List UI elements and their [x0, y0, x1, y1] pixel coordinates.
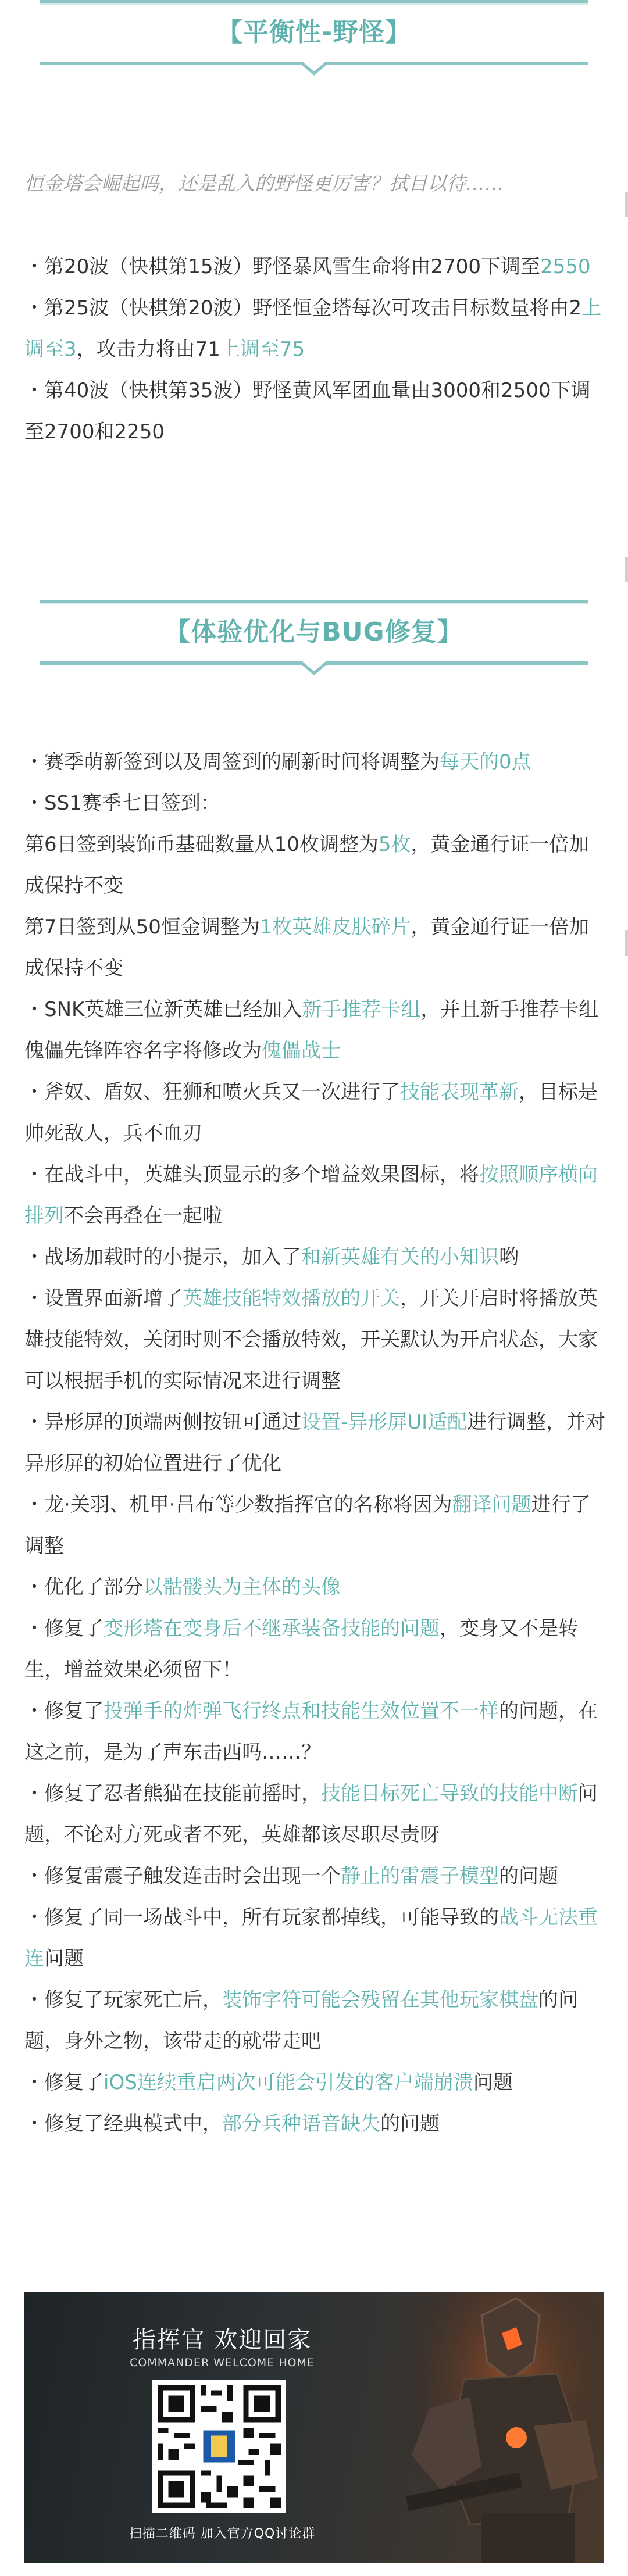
item-text: ・第25波（快棋第20波）野怪恒金塔每次可攻击目标数量将由2: [24, 296, 582, 320]
item-text: ，变身又不是转生，增益效果必须留下！: [24, 1617, 578, 1681]
highlight-text: 每天的0点: [440, 750, 531, 774]
header-bottom-bar: [40, 62, 588, 79]
highlight-text: 上调至75: [220, 338, 305, 361]
highlight-text: 和新英雄有关的小知识: [301, 1246, 499, 1269]
item-text: 进行了调整: [24, 1493, 591, 1558]
item-text: ・修复了: [24, 1700, 104, 1723]
list-item: [24, 1691, 606, 1773]
item-text: ・战场加载时的小提示，加入了: [24, 1246, 301, 1269]
highlight-text: 上调至3: [24, 296, 602, 361]
item-text: 哟: [499, 1246, 519, 1269]
item-text: ・修复了经典模式中，: [24, 2112, 222, 2135]
header-bottom-bar: [40, 661, 588, 679]
list-item: [24, 907, 606, 989]
highlight-text: 部分兵种语音缺失: [222, 2112, 380, 2135]
item-text: ・设置界面新增了: [24, 1287, 183, 1310]
list-item: [24, 1567, 606, 1608]
list-item: [24, 1278, 606, 1402]
qr-code-image[interactable]: [152, 2380, 286, 2513]
section-header-optimize: [40, 600, 588, 679]
item-text: ・第20波（快棋第15波）野怪暴风雪生命将由2700下调至: [24, 255, 541, 278]
intro-text: 恒金塔会崛起吗，还是乱入的野怪更厉害？拭目以待……: [24, 172, 504, 195]
list-item: [24, 1237, 606, 1278]
wild-balance-list: [24, 246, 606, 453]
item-text: ・SNK英雄三位新英雄已经加入: [24, 998, 302, 1021]
highlight-text: 2550: [540, 255, 591, 278]
list-item: [24, 1402, 606, 1484]
section-title-optimize: 【体验优化与BUG修复】: [165, 617, 463, 647]
highlight-text: 1枚英雄皮肤碎片: [259, 915, 411, 939]
list-item: [24, 1856, 606, 1897]
list-item: [24, 2103, 606, 2145]
item-text: ・优化了部分: [24, 1576, 143, 1599]
item-text: 的问题，身外之物，该带走的就带走吧: [24, 1988, 578, 2053]
item-text: 问题: [473, 2071, 513, 2094]
item-text: ，并且新手推荐卡组傀儡先锋阵容名字将修改为: [24, 998, 599, 1062]
list-item: [24, 246, 606, 288]
list-item: [24, 742, 606, 783]
highlight-text: 按照顺序横向排列: [24, 1163, 598, 1228]
list-item: [24, 824, 606, 907]
item-text: 的问题: [380, 2112, 440, 2135]
item-text: ・修复雷震子触发连击时会出现一个: [24, 1865, 341, 1888]
item-text: ・斧奴、盾奴、狂狮和喷火兵又一次进行了: [24, 1081, 400, 1104]
welcome-banner: [24, 2292, 604, 2563]
highlight-text: 战斗无法重连: [24, 1906, 598, 1970]
list-item: [24, 1608, 606, 1691]
highlight-text: 装饰字符可能会残留在其他玩家棋盘: [222, 1988, 538, 2012]
item-text: 第7日签到从50恒金调整为: [24, 915, 260, 939]
scroll-indicator: [625, 930, 628, 956]
item-text: ・修复了: [24, 1617, 104, 1640]
list-item: [24, 783, 606, 824]
item-text: ，开关开启时将播放英雄技能特效，关闭时则不会播放特效，开关默认为开启状态，大家可以根据手机的实际情况来进行调整: [24, 1287, 598, 1393]
item-text: ，黄金通行证一倍加成保持不变: [24, 833, 589, 897]
item-text: 进行调整，并对异形屏的初始位置进行了优化: [24, 1411, 606, 1475]
item-text: 问题，不论对方死或者不死，英雄都该尽职尽责呀: [24, 1782, 598, 1847]
list-item: [24, 1773, 606, 1856]
banner-title: 指挥官 欢迎回家: [132, 2327, 312, 2353]
section-title-wild: 【平衡性-野怪】: [216, 17, 412, 47]
optimization-list: [24, 742, 606, 2145]
item-text: ・赛季萌新签到以及周签到的刷新时间将调整为: [24, 750, 440, 774]
highlight-text: 以骷髅头为主体的头像: [143, 1576, 341, 1599]
highlight-text: 变形塔在变身后不继承装备技能的问题: [104, 1617, 440, 1640]
header-top-bar: [40, 0, 588, 3]
list-item: [24, 1980, 606, 2062]
list-item: [24, 370, 606, 453]
item-text: ・异形屏的顶端两侧按钮可通过: [24, 1411, 301, 1434]
qr-caption: 扫描二维码 加入官方QQ讨论群: [129, 2527, 316, 2541]
item-text: ・修复了忍者熊猫在技能前摇时，: [24, 1782, 321, 1805]
highlight-text: 技能表现革新: [400, 1081, 519, 1104]
item-text: ・第40波（快棋第35波）野怪黄风军团血量由3000和2500下调至2700和2250: [24, 379, 591, 443]
item-text: 第6日签到装饰币基础数量从10枚调整为: [24, 833, 379, 856]
item-text: ・SS1赛季七日签到：: [24, 792, 220, 815]
highlight-text: iOS连续重启两次可能会引发的客户端崩溃: [104, 2071, 473, 2094]
list-item: [24, 1154, 606, 1237]
highlight-text: 英雄技能特效播放的开关: [183, 1287, 400, 1310]
banner-subtitle: COMMANDER WELCOME HOME: [130, 2356, 315, 2369]
list-item: [24, 1072, 606, 1154]
item-text: ・在战斗中，英雄头顶显示的多个增益效果图标，将: [24, 1163, 479, 1186]
section-header-wild: [40, 0, 588, 79]
item-text: ・修复了同一场战斗中，所有玩家都掉线，可能导致的: [24, 1906, 499, 1929]
list-item: [24, 989, 606, 1072]
item-text: 的问题: [499, 1865, 558, 1888]
highlight-text: 静止的雷震子模型: [341, 1865, 499, 1888]
scroll-indicator: [625, 192, 628, 217]
highlight-text: 翻译问题: [452, 1493, 531, 1516]
highlight-text: 技能目标死亡导致的技能中断: [321, 1782, 578, 1805]
item-text: ・修复了玩家死亡后，: [24, 1988, 222, 2012]
item-text: ・修复了: [24, 2071, 104, 2094]
item-text: ・龙·关羽、机甲·吕布等少数指挥官的名称将因为: [24, 1493, 452, 1516]
highlight-text: 投弹手的炸弹飞行终点和技能生效位置不一样: [104, 1700, 499, 1723]
item-text: ，黄金通行证一倍加成保持不变: [24, 915, 589, 980]
highlight-text: 5枚: [378, 833, 411, 856]
commander-robot-image: [394, 2292, 604, 2563]
header-top-bar: [40, 600, 588, 603]
item-text: 问题: [44, 1947, 84, 1970]
highlight-text: 设置-异形屏UI适配: [301, 1411, 468, 1434]
list-item: [24, 2062, 606, 2103]
highlight-text: 新手推荐卡组: [302, 998, 421, 1021]
item-text: 不会再叠在一起啦: [64, 1204, 222, 1228]
scroll-indicator: [625, 557, 628, 582]
list-item: [24, 1484, 606, 1567]
highlight-text: 傀儡战士: [262, 1039, 341, 1062]
item-text: ，攻击力将由71: [76, 338, 220, 361]
list-item: [24, 288, 606, 370]
item-text: ，目标是帅死敌人，兵不血刃: [24, 1081, 598, 1145]
list-item: [24, 1897, 606, 1980]
item-text: 的问题，在这之前，是为了声东击西吗……？: [24, 1700, 598, 1764]
